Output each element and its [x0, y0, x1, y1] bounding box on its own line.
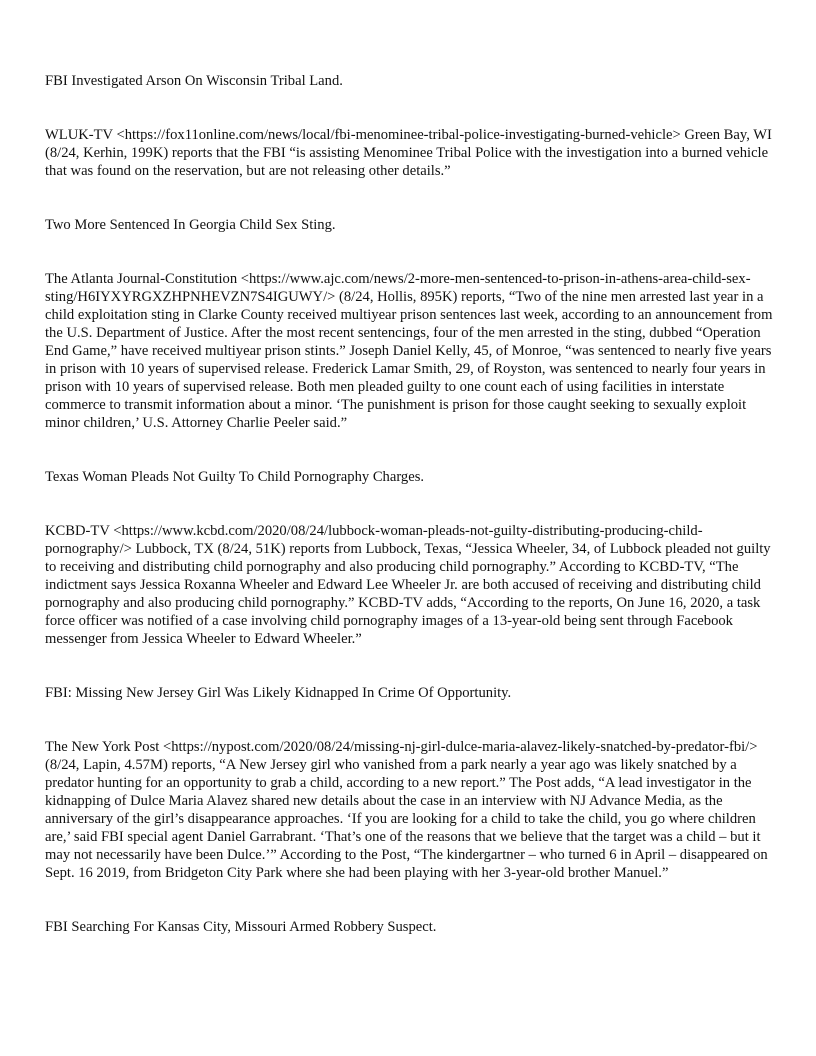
article-body: The Atlanta Journal-Constitution <https://www.ajc.com/news/2-more-men-sentenced-to-prison-in-athens-area-child-sex-sting/H6IYXYRGXZHPNHEVZN7S4IGUWY/> (8/24, Hollis, 895K) reports, “Two of the nine men arrested last year in a child exploitation sting in Clarke County received multiyear prison sentences last week, according to an announcement from the U.S. Department of Justice. After the most recent sentencings, four of the men arrested in the sting, dubbed “Operation End Game,” have received multiyear prison stints.” Joseph Daniel Kelly, 45, of Monroe, “was sentenced to nearly five years in prison with 10 years of supervised release. Frederick Lamar Smith, 29, of Royston, was sentenced to nearly four years in prison with 10 years of supervised release. Both men pleaded guilty to one count each of using facilities in interstate commerce to transmit information about a minor. ‘The punishment is prison for those caught seeking to sexually exploit minor children,’ U.S. Attorney Charlie Peeler said.”	[45, 271, 773, 431]
article-headline: FBI: Missing New Jersey Girl Was Likely Kidnapped In Crime Of Opportunity.	[45, 685, 512, 701]
spacer	[45, 180, 773, 216]
spacer	[45, 486, 773, 522]
spacer	[45, 882, 773, 918]
document-page	[45, 72, 773, 936]
spacer	[45, 648, 773, 684]
article-body: KCBD-TV <https://www.kcbd.com/2020/08/24/lubbock-woman-pleads-not-guilty-distributing-producing-child-pornography/> Lubbock, TX (8/24, 51K) reports from Lubbock, Texas, “Jessica Wheeler, 34, of Lubbock pleaded not guilty to receiving and distributing child pornography and also producing child pornography.” According to KCBD-TV, “The indictment says Jessica Roxanna Wheeler and Edward Lee Wheeler Jr. are both accused of receiving and distributing child pornography and also producing child pornography.” KCBD-TV adds, “According to the reports, On June 16, 2020, a task force officer was notified of a case involving child pornography images of a 13-year-old being sent through Facebook messenger from Jessica Wheeler to Edward Wheeler.”	[45, 523, 771, 647]
article-headline: Two More Sentenced In Georgia Child Sex Sting.	[45, 217, 336, 233]
spacer	[45, 702, 773, 738]
article-headline: Texas Woman Pleads Not Guilty To Child Pornography Charges.	[45, 469, 425, 485]
spacer	[45, 234, 773, 270]
article-headline: FBI Searching For Kansas City, Missouri Armed Robbery Suspect.	[45, 919, 437, 935]
spacer	[45, 90, 773, 126]
spacer	[45, 432, 773, 468]
article-body: The New York Post <https://nypost.com/2020/08/24/missing-nj-girl-dulce-maria-alavez-likely-snatched-by-predator-fbi/> (8/24, Lapin, 4.57M) reports, “A New Jersey girl who vanished from a park nearly a year ago was likely snatched by a predator hunting for an opportunity to grab a child, according to a new report.” The Post adds, “A lead investigator in the kidnapping of Dulce Maria Alavez shared new details about the case in an interview with NJ Advance Media, as the anniversary of the girl’s disappearance approaches. ‘If you are looking for a child to take the child, you go where children are,’ said FBI special agent Daniel Garrabrant. ‘That’s one of the reasons that we believe that the target was a child – but it may not necessarily have been Dulce.’” According to the Post, “The kindergartner – who turned 6 in April – disappeared on Sept. 16 2019, from Bridgeton City Park where she had been playing with her 3-year-old brother Manuel.”	[45, 739, 768, 881]
article-body: WLUK-TV <https://fox11online.com/news/local/fbi-menominee-tribal-police-investigating-burned-vehicle> Green Bay, WI (8/24, Kerhin, 199K) reports that the FBI “is assisting Menominee Tribal Police with the investigation into a burned vehicle that was found on the reservation, but are not releasing other details.”	[45, 127, 772, 179]
article-headline: FBI Investigated Arson On Wisconsin Tribal Land.	[45, 73, 343, 89]
